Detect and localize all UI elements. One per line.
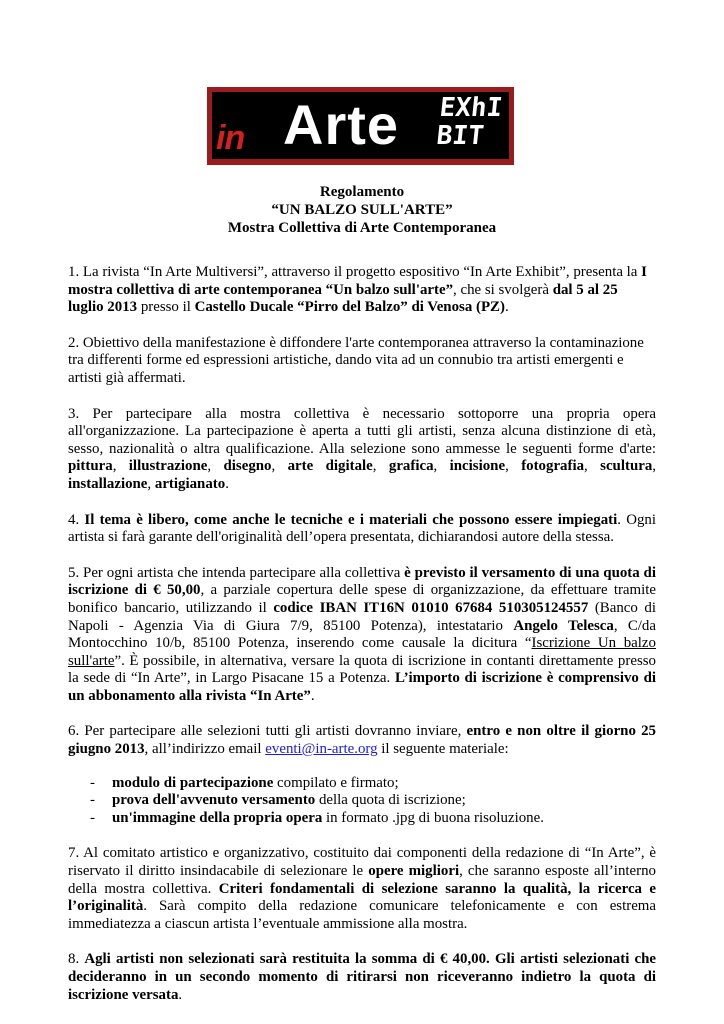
art-form: illustrazione [128,458,208,475]
rule-1-text: 1. La rivista “In Arte Multiversi”, attraverso il progetto espositivo “In Arte Exhibit”, presenta la [68,264,642,280]
list-item-bold: un'immagine della propria opera [112,809,323,826]
rule-5-text: , a parziale copertura delle spese di organizzazione, da effettuare tramite bonifico bancario, utilizzando il [68,582,656,616]
rule-7-text: . Sarà compito della redazione comunicare telefonicamente e con estrema immediatezza a ciascun artista l’eventuale ammissione alla mostra. [68,898,656,932]
art-form: installazione [68,475,148,492]
separator: , [147,475,155,492]
rule-5-text: , C/da Montocchino 10/b, 85100 Potenza, inserendo come causale la dicitura “ [68,617,656,652]
list-dash: - [90,792,95,809]
list-dash: - [90,774,95,791]
rule-5-text: (Banco di Napoli - Agenzia Via di Giura 7/9, 85100 Potenza), intestatario [68,599,657,634]
logo-word-in: in [216,119,245,157]
list-item-bold: modulo di partecipazione [112,774,274,791]
list-item [68,810,656,828]
rule-6 [68,723,656,758]
rule-1 [68,264,656,317]
rule-6-text: , all’indirizzo email [144,741,266,758]
separator: , [372,458,389,475]
art-form: arte digitale [287,458,373,475]
rule-5 [68,565,656,706]
rule-1-venue: Castello Ducale “Pirro del Balzo” di Venosa (PZ) [194,299,505,316]
rule-4 [68,512,656,547]
document-title [0,183,724,237]
rule-5-recipient: Angelo Telesca [513,617,614,634]
rule-2: 2. Obiettivo della manifestazione è diffondere l'arte contemporanea attraverso la contaminazione tra differenti forme ed espressioni artistiche, dando vita ad un connubio tra artisti emergenti e artisti già affermati. [68,334,644,386]
list-item [68,775,656,793]
logo-background [212,92,509,159]
rule-1-text: presso il [137,299,195,316]
rule-7-criteria: Criteri fondamentali di selezione saranno la qualità, la ricerca e l’originalità [68,880,657,915]
rule-6-deadline: entro e non oltre il giorno 25 giugno 2013 [68,723,656,758]
separator: , [271,458,288,475]
list-dash: - [90,809,95,826]
rule-1-exhibition-name: I mostra collettiva di arte contemporanea “Un balzo sull'arte” [68,264,647,298]
rule-5-subscription-note: L’importo di iscrizione è comprensivo di un abbonamento alla rivista “In Arte” [68,670,657,704]
rule-6-text: il seguente materiale: [377,741,509,758]
rule-4-theme: Il tema è libero, come anche le tecniche e i materiali che possono essere impiegati [84,511,618,528]
title-line-regolamento: Regolamento [319,184,405,200]
separator: , [433,458,450,475]
rule-7-text: 7. Al comitato artistico e organizzativo, costituito dai componenti della redazione di “In Arte”, è riservato il diritto insindacabile di selezionare le [68,845,656,880]
title-line-event-name: “UN BALZO SULL'ARTE” [271,202,453,218]
rule-8-text: . [178,986,183,1003]
rule-7-text: , che saranno esposte all’interno della mostra collettiva. [68,863,656,897]
email-link[interactable]: eventi@in-arte.org [265,741,378,758]
required-materials-list [68,775,656,828]
art-form: scultura [600,458,653,475]
art-form: artigianato [154,475,226,492]
rule-8 [68,951,656,1004]
rule-8-text: 8. [68,951,85,968]
art-form: fotografia [521,458,585,475]
separator: , [584,458,601,475]
separator: , [505,458,522,475]
rule-7 [68,845,656,933]
rule-1-text: . [504,299,509,316]
rule-1-text: , che si svolgerà [453,281,553,298]
art-form: pittura [68,458,113,475]
logo-exhibit-line2: BIT [435,121,486,151]
rule-7-best-works: opere migliori [368,863,460,880]
list-item-text: compilato e firmato; [273,774,399,791]
logo-exhibit-line1: EXhI [438,93,504,123]
separator: , [112,458,129,475]
rule-8-refund: Agli artisti non selezionati sarà restituita la somma di € 40,00. Gli artisti selezionati che decideranno in un secondo momento di ritirarsi non riceveranno indietro la quota di iscrizione versata [68,951,657,1003]
separator: , [652,458,657,475]
logo-word-arte: Arte [283,93,400,156]
rule-5-text: 5. Per ogni artista che intenda partecipare alla collettiva [68,564,405,581]
art-form: incisione [449,458,506,475]
rule-4-text: . Ogni artista si farà garante dell'originalità dell’opera presentata, dichiarandosi autore della stessa. [68,511,656,546]
rule-3 [68,406,656,494]
in-arte-exhibit-logo [207,87,514,165]
rule-5-fee: è previsto il versamento di una quota di iscrizione di € 50,00 [68,564,656,599]
rule-3-text: 3. Per partecipare alla mostra collettiva è necessario sottoporre una propria opera all'organizzazione. La partecipazione è aperta a tutti gli artisti, senza alcuna distinzione di età, sesso, nazionalità o altra qualificazione. Alla selezione sono ammesse le seguenti forme d'arte: [68,405,656,457]
rule-5-text: ”. È possibile, in alternativa, versare la quota di iscrizione in contanti direttamente presso la sede di “In Arte”, in Largo Pisacane 15 a Potenza. [68,652,656,687]
art-form: grafica [388,458,434,475]
rule-1-dates: dal 5 al 25 luglio 2013 [68,281,618,316]
logo-exhibit-mark [435,94,511,154]
rule-6-text: 6. Per partecipare alle selezioni tutti gli artisti dovranno inviare, [68,723,467,740]
list-item-text: della quota di iscrizione; [315,792,466,809]
title-line-subtitle: Mostra Collettiva di Arte Contemporanea [227,220,497,236]
rule-5-text: . [310,687,315,704]
rule-4-text: 4. [68,511,85,528]
rule-5-payment-reason: Iscrizione Un balzo sull'arte [68,635,656,669]
separator: . [225,475,229,492]
rules-body [68,264,656,1022]
list-item-text: in formato .jpg di buona risoluzione. [322,809,544,826]
list-item [68,792,656,810]
separator: , [207,458,224,475]
rule-5-iban: codice IBAN IT16N 01010 67684 510305124557 [273,599,589,616]
art-form: disegno [223,458,272,475]
list-item-bold: prova dell'avvenuto versamento [112,792,316,809]
